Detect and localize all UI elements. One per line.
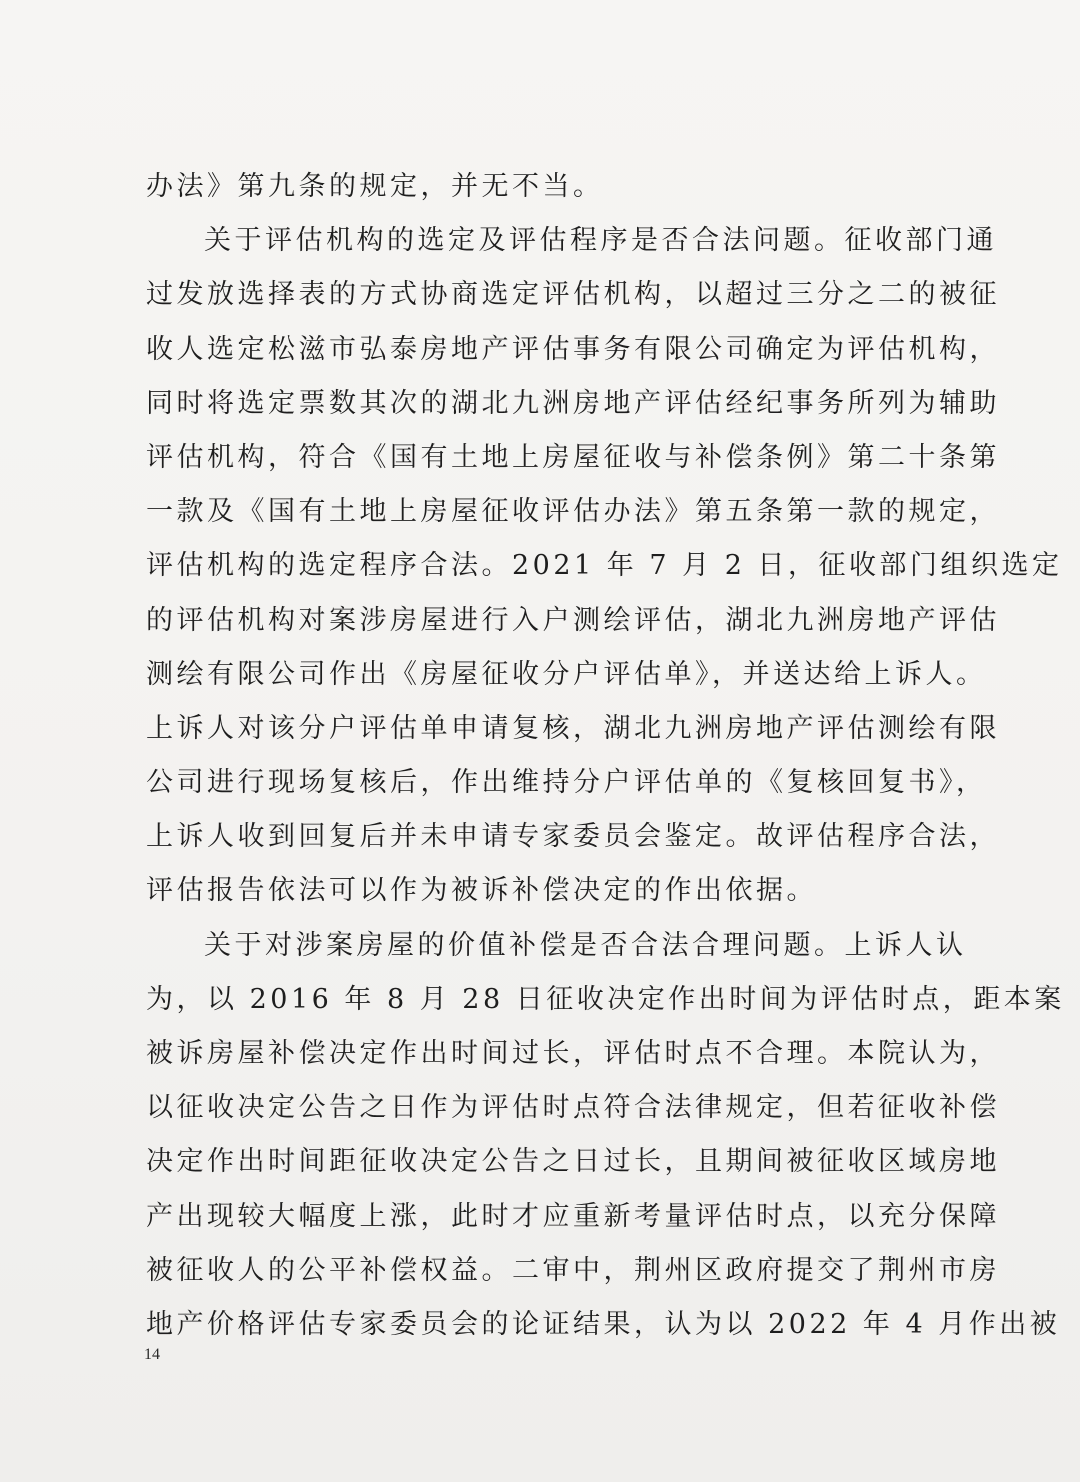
- text-line: 地产价格评估专家委员会的论证结果，认为以 2022 年 4 月作出被: [146, 1308, 1061, 1340]
- text-line: 办法》第九条的规定，并无不当。: [146, 171, 604, 202]
- text-line: 公司进行现场复核后，作出维持分户评估单的《复核回复书》，: [146, 767, 987, 799]
- text-line: 以征收决定公告之日作为评估时点符合法律规定，但若征收补偿: [146, 1092, 1000, 1124]
- text-line: 一款及《国有土地上房屋征收评估办法》第五条第一款的规定，: [146, 496, 1000, 528]
- text-line: 的评估机构对案涉房屋进行入户测绘评估，湖北九洲房地产评估: [146, 604, 1000, 636]
- text-line: 关于评估机构的选定及评估程序是否合法问题。征收部门通: [204, 225, 997, 257]
- text-line: 上诉人收到回复后并未申请专家委员会鉴定。故评估程序合法，: [146, 821, 1000, 853]
- text-line: 为，以 2016 年 8 月 28 日征收决定作出时间为评估时点，距本案: [146, 983, 1065, 1015]
- text-line: 关于对涉案房屋的价值补偿是否合法合理问题。上诉人认: [204, 929, 967, 961]
- text-line: 评估报告依法可以作为被诉补偿决定的作出依据。: [146, 875, 817, 907]
- text-line: 上诉人对该分户评估单申请复核，湖北九洲房地产评估测绘有限: [146, 712, 1000, 744]
- body-text: [146, 160, 1065, 1352]
- text-line: 收人选定松滋市弘泰房地产评估事务有限公司确定为评估机构，: [146, 333, 1000, 365]
- text-line: 被诉房屋补偿决定作出时间过长，评估时点不合理。本院认为，: [146, 1038, 1000, 1069]
- text-line: 评估机构的选定程序合法。2021 年 7 月 2 日，征收部门组织选定: [146, 550, 1063, 582]
- text-line: 过发放选择表的方式协商选定评估机构，以超过三分之二的被征: [146, 279, 1000, 311]
- text-line: 决定作出时间距征收决定公告之日过长，且期间被征收区域房地: [146, 1146, 1000, 1178]
- text-line: 测绘有限公司作出《房屋征收分户评估单》，并送达给上诉人。: [146, 658, 987, 690]
- text-line: 产出现较大幅度上涨，此时才应重新考量评估时点，以充分保障: [146, 1200, 1000, 1232]
- text-line: 评估机构，符合《国有土地上房屋征收与补偿条例》第二十条第: [146, 441, 1000, 473]
- text-line: 被征收人的公平补偿权益。二审中，荆州区政府提交了荆州市房: [146, 1254, 1000, 1286]
- text-line: 同时将选定票数其次的湖北九洲房地产评估经纪事务所列为辅助: [146, 387, 1000, 419]
- page-number: 14: [144, 1346, 160, 1363]
